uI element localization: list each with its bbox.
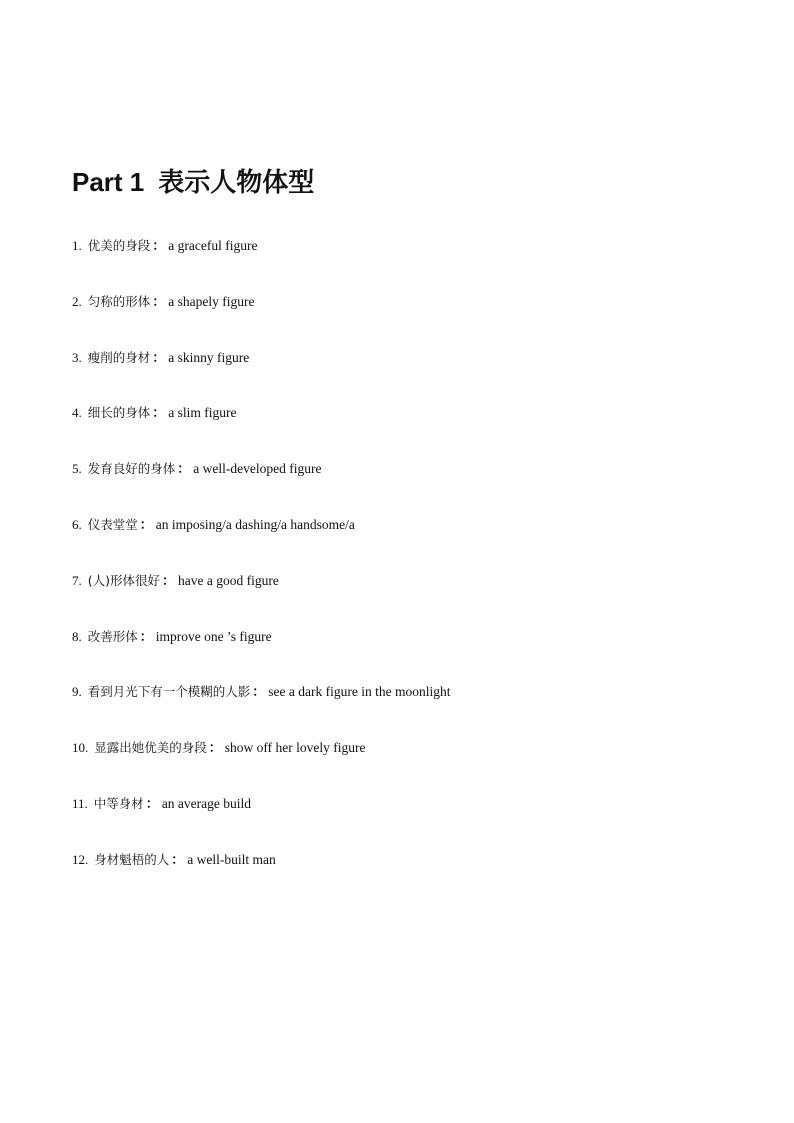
phrase-separator: ：: [208, 741, 222, 757]
phrase-number: 3.: [72, 349, 82, 365]
phrase-separator: ：: [152, 239, 166, 254]
phrase-chinese: 看到月光下有一个模糊的人影: [87, 684, 251, 700]
phrase-chinese: 细长的身体: [87, 405, 151, 421]
phrase-english: an imposing/a dashing/a handsome/a: [155, 516, 355, 532]
phrase-item: [72, 571, 450, 627]
phrase-item: [72, 515, 450, 571]
phrase-english: see a dark figure in the moonlight: [268, 684, 451, 700]
phrase-number: 8.: [72, 628, 82, 644]
phrase-chinese: 改善形体: [87, 628, 138, 644]
phrase-separator: ：: [171, 852, 185, 868]
phrase-list: [72, 236, 450, 906]
phrase-number: 11.: [72, 795, 88, 811]
phrase-item: [72, 738, 450, 794]
phrase-item: [72, 403, 450, 459]
phrase-separator: ：: [145, 796, 159, 812]
phrase-english: a slim figure: [168, 405, 237, 421]
phrase-item: [72, 236, 450, 292]
phrase-separator: ：: [139, 629, 153, 645]
phrase-number: 2.: [72, 293, 82, 309]
heading-part-number: Part 1: [72, 167, 145, 197]
phrase-item: [72, 459, 450, 515]
phrase-number: 10.: [72, 740, 89, 756]
page-heading: [72, 162, 314, 203]
phrase-number: 12.: [72, 851, 89, 867]
phrase-item: [72, 682, 450, 738]
phrase-separator: ：: [252, 685, 266, 701]
phrase-number: 7.: [72, 572, 82, 588]
phrase-number: 6.: [72, 516, 82, 532]
phrase-chinese: 发育良好的身体: [87, 461, 176, 477]
phrase-separator: ：: [152, 294, 166, 310]
phrase-separator: ：: [152, 406, 166, 422]
phrase-chinese: 匀称的形体: [87, 293, 151, 309]
phrase-item: [72, 348, 450, 404]
phrase-english: improve one ’s figure: [155, 628, 272, 644]
phrase-item: [72, 850, 450, 906]
phrase-item: [72, 794, 450, 850]
phrase-chinese: 仪表堂堂: [87, 516, 138, 532]
phrase-number: 1.: [72, 238, 82, 253]
phrase-chinese: 身材魁梧的人: [94, 851, 170, 867]
phrase-separator: ：: [177, 462, 191, 478]
phrase-chinese: 优美的身段: [87, 238, 151, 253]
phrase-english: a graceful figure: [168, 238, 258, 253]
phrase-chinese: (人)形体很好: [87, 572, 161, 588]
phrase-number: 4.: [72, 405, 82, 421]
phrase-english: show off her lovely figure: [224, 740, 366, 756]
phrase-separator: ：: [152, 350, 166, 366]
phrase-chinese: 中等身材: [93, 795, 144, 811]
phrase-item: [72, 627, 450, 683]
phrase-english: a well-built man: [187, 851, 276, 867]
phrase-english: an average build: [161, 795, 252, 811]
heading-title: 表示人物体型: [158, 168, 315, 198]
phrase-english: a well-developed figure: [193, 461, 322, 477]
phrase-chinese: 显露出她优美的身段: [94, 740, 207, 756]
phrase-separator: ：: [162, 573, 176, 589]
phrase-item: [72, 292, 450, 348]
phrase-english: a shapely figure: [168, 293, 255, 309]
phrase-english: a skinny figure: [168, 349, 250, 365]
phrase-chinese: 瘦削的身材: [87, 349, 151, 365]
phrase-english: have a good figure: [178, 572, 279, 588]
phrase-separator: ：: [139, 517, 153, 533]
phrase-number: 9.: [72, 684, 82, 700]
phrase-number: 5.: [72, 461, 82, 477]
